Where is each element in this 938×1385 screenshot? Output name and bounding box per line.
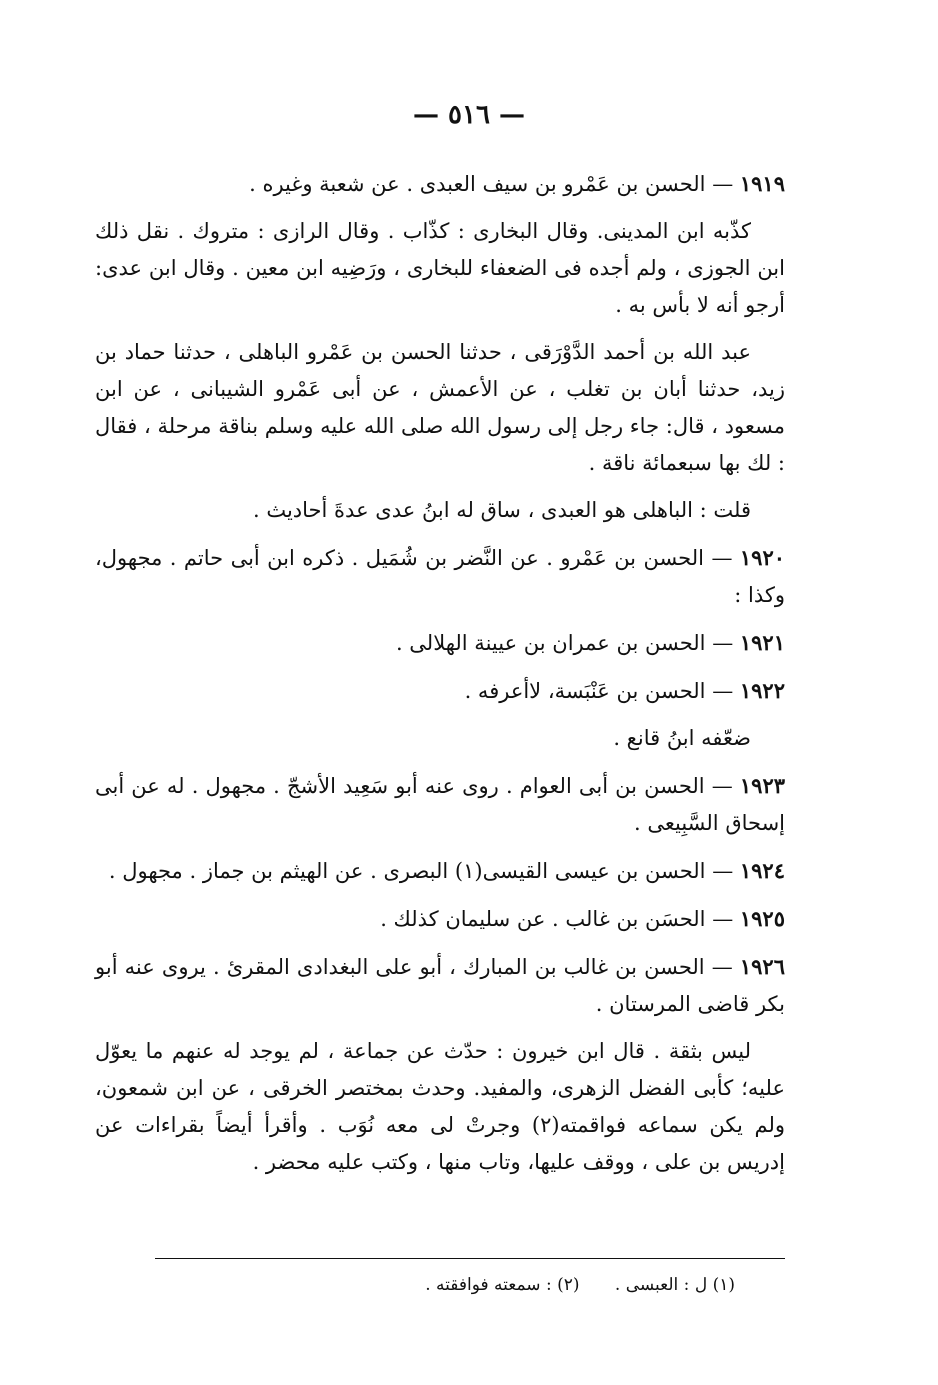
entry-text: الحسن بن عَمْرو بن سيف العبدى . عن شعبة وغيره . xyxy=(249,172,706,196)
entry-text: الحسن بن عيسى القيسى(١) البصرى . عن الهيثم بن جماز . مجهول . xyxy=(108,859,706,883)
body-paragraph: كذّبه ابن المدينى. وقال البخارى : كذّاب . وقال الرازى : متروك . نقل ذلك ابن الجوزى ، ولم أجده فى الضعفاء للبخارى ، ورَضِيه ابن معين . وقال ابن عدى: أرجو أنه لا بأس به . xyxy=(95,219,785,317)
body-paragraph: عبد الله بن أحمد الدَّوْرَقى ، حدثنا الحسن بن عَمْرو الباهلى ، حدثنا حماد بن زيد، حدثنا أبان بن تغلب ، عن الأعمش ، عن أبى عَمْرو الشيبانى ، عن ابن مسعود ، قال: جاء رجل إلى رسول الله صلى الله عليه وسلم بناقة مرحلة ، فقال : لك بها سبعمائة ناقة . xyxy=(95,340,785,475)
entry-dash: — xyxy=(712,859,734,883)
footnote-1: (١) ل : العبسى . xyxy=(614,1275,735,1295)
entry-paragraph xyxy=(95,539,785,614)
footnote-divider xyxy=(155,1258,785,1259)
footnote-2: (٢) : سمعته فوافقته . xyxy=(425,1275,580,1295)
entry-text: الحسَن بن غالب . عن سليمان كذلك . xyxy=(380,907,706,931)
entry-number: ١٩٢٤ xyxy=(739,858,785,883)
entry-number: ١٩٢١ xyxy=(739,630,785,655)
entry-dash: — xyxy=(711,774,733,798)
body-paragraph: قلت : الباهلى هو العبدى ، ساق له ابنُ عدى عدةَ أحاديث . xyxy=(252,498,751,522)
entry-paragraph xyxy=(95,852,785,890)
entry-text: الحسن بن أبى العوام . روى عنه أبو سَعِيد الأشجّ . مجهول . له عن أبى إسحاق السَّبِيعى . xyxy=(95,774,785,835)
entry-dash: — xyxy=(712,679,734,703)
entry-paragraph xyxy=(95,767,785,842)
page-number: — ٥١٦ — xyxy=(412,100,526,130)
entry-paragraph xyxy=(95,900,785,938)
entry-text: الحسن بن عمران بن عيينة الهلالى . xyxy=(395,631,706,655)
body-paragraph: ضعّفه ابنُ قانع . xyxy=(613,726,751,750)
entry-paragraph xyxy=(95,624,785,662)
entry-number: ١٩١٩ xyxy=(739,171,785,196)
body-paragraph: ليس بثقة . قال ابن خيرون : حدّث عن جماعة ، لم يوجد له عنهم ما يعوّل عليه؛ كأبى الفضل الزهرى، والمفيد. وحدث بمختصر الخرقى ، عن ابن شمعون، ولم يكن سماعه فواقمته(٢) وجرتْ لى معه نُوَب . وأقرأ أيضاً بقراءات عن إدريس بن على ، ووقف عليها، وتاب منها ، وكتب عليه محضر . xyxy=(95,1039,785,1174)
entry-text: الحسن بن عَمْرو . عن النَّضر بن شُمَيل . ذكره ابن أبى حاتم . مجهول، وكذا : xyxy=(95,546,785,607)
entry-text: الحسن بن غالب بن المبارك ، أبو على البغدادى المقرئ . يروى عنه أبو بكر قاضى المرستان . xyxy=(95,955,785,1016)
entry-number: ١٩٢٢ xyxy=(739,678,785,703)
entry-dash: — xyxy=(712,907,734,931)
entry-dash: — xyxy=(711,955,733,979)
entry-paragraph xyxy=(95,165,785,203)
entry-number: ١٩٢٦ xyxy=(739,954,785,979)
entry-dash: — xyxy=(712,172,734,196)
entry-dash: — xyxy=(712,631,734,655)
entry-number: ١٩٢٣ xyxy=(739,773,786,798)
entry-number: ١٩٢٠ xyxy=(739,545,786,570)
entry-paragraph xyxy=(95,948,785,1023)
footnotes xyxy=(155,1272,735,1298)
main-text xyxy=(95,165,785,1191)
entry-text: الحسن بن عَنْبَسة، لاأعرفه . xyxy=(464,679,706,703)
entry-dash: — xyxy=(711,546,733,570)
entry-number: ١٩٢٥ xyxy=(739,906,785,931)
entry-paragraph xyxy=(95,672,785,710)
